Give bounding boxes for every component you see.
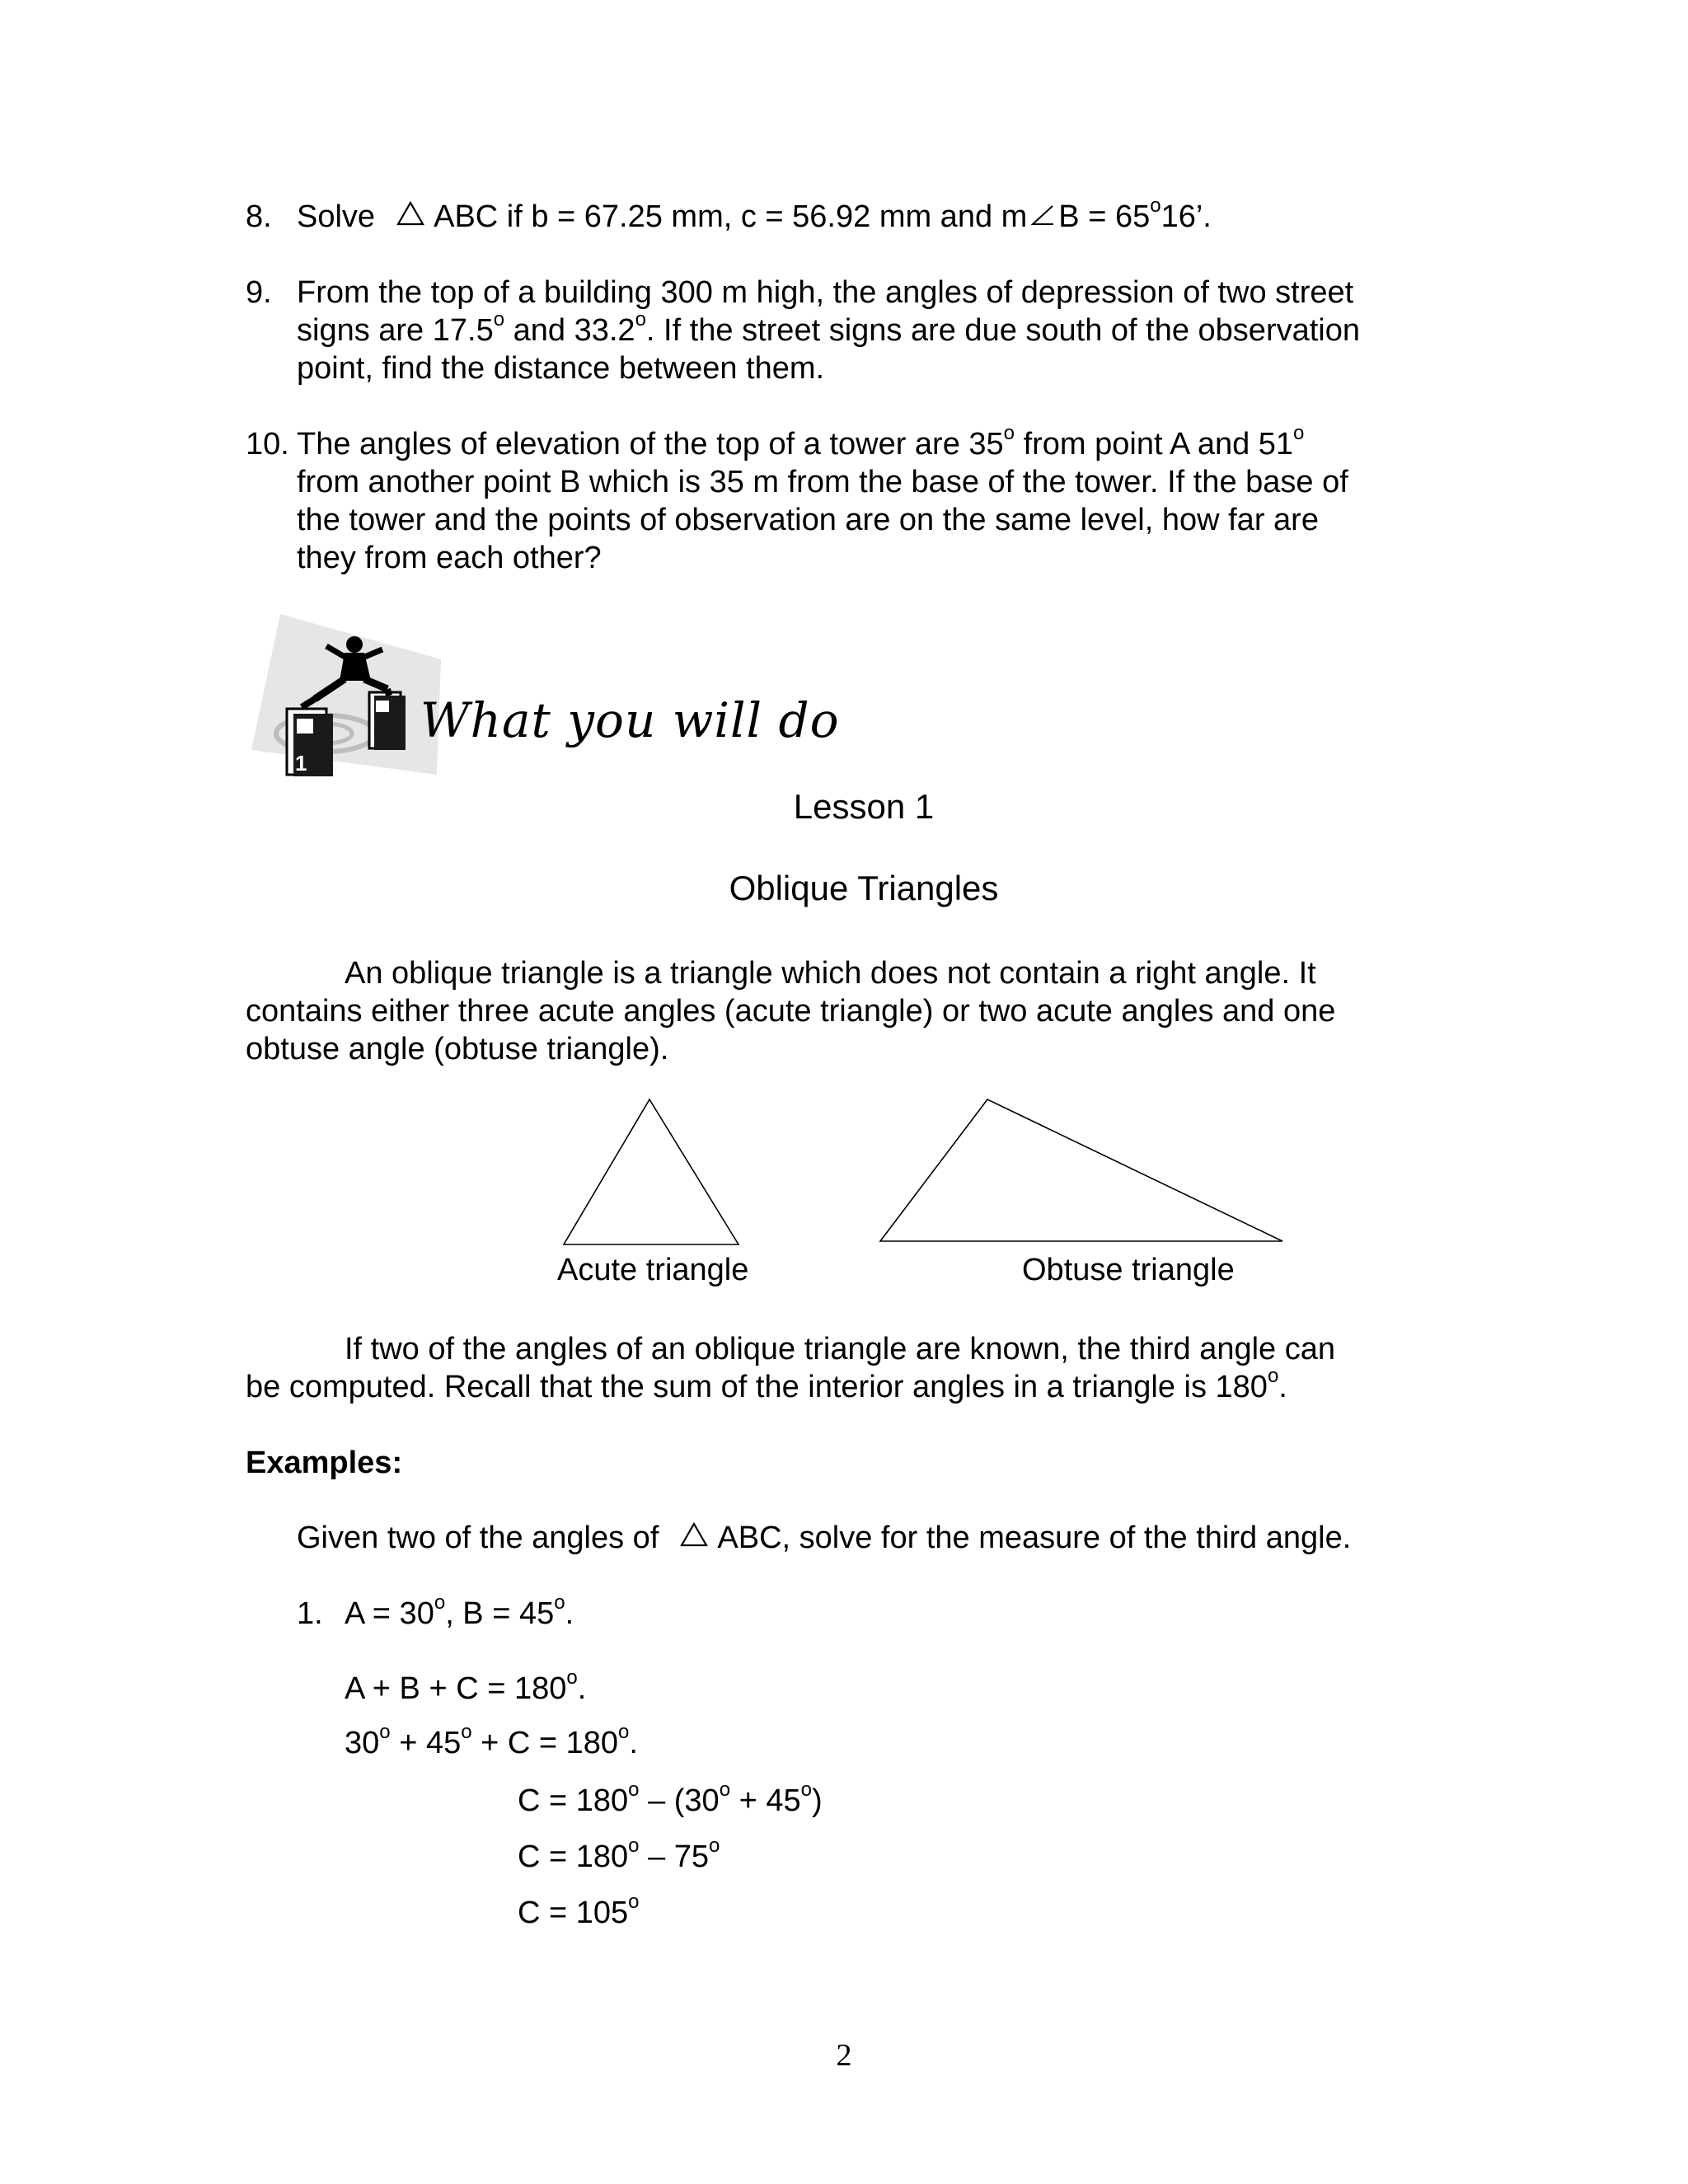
example-1-step-5 [518,1891,640,1932]
problem-10-line3: the tower and the points of observation are on the same level, how far are [297,503,1319,537]
problem-9-line2 [297,308,1451,349]
degree-sign: o [800,1779,812,1802]
acute-triangle [564,1099,738,1244]
example-1-step-3-c: + 45 [730,1783,801,1818]
example-1-step-3-a: C = 180 [518,1783,629,1818]
angle-symbol-icon [1030,204,1055,227]
example-1-step-1 [345,1666,587,1708]
degree-sign: o [709,1835,720,1858]
example-1-given [345,1591,574,1633]
problem-8-text [297,194,1451,236]
example-1-step-2-c: + C = 180 [471,1726,619,1760]
problem-9-number: 9. [246,275,272,310]
degree-sign: o [719,1779,731,1802]
problem-8-text-a: Solve [297,199,376,234]
example-1-given-b: , B = 45 [445,1596,555,1631]
degree-sign: o [461,1721,472,1744]
degree-sign: o [1267,1365,1279,1388]
problem-10-line2: from another point B which is 35 m from the base of the tower. If the base of [297,465,1348,499]
problem-8-text-d: 16’. [1160,199,1212,234]
acute-triangle-label: Acute triangle [557,1253,749,1287]
degree-sign: o [554,1591,565,1615]
degree-sign: o [628,1891,640,1914]
intro-line3: obtuse angle (obtuse triangle). [246,1032,669,1066]
degree-sign: o [566,1666,578,1690]
problem-10-line1-a: The angles of elevation of the top of a tower are 35 [297,427,1004,462]
triangle-symbol-icon [396,200,425,227]
degree-sign: o [618,1721,630,1744]
lesson-subtitle: Oblique Triangles [729,869,999,907]
degree-sign: o [635,308,646,331]
intro-line2: contains either three acute angles (acute triangle) or two acute angles and one [246,994,1336,1029]
page-number: 2 [836,2038,852,2073]
problem-9-line1: From the top of a building 300 m high, the angles of depression of two street [297,275,1354,310]
problem-10-line1-b: from point A and 51 [1015,427,1294,462]
example-1-step-2 [345,1721,638,1762]
examples-intro-a: Given two of the angles of [297,1521,659,1555]
problem-9-line2-c: . If the street signs are due south of the observation [645,313,1360,348]
examples-intro-b: ABC, solve for the measure of the third angle. [717,1521,1352,1555]
example-1-step-4 [518,1835,720,1876]
obtuse-triangle [880,1099,1282,1241]
triangles-figure [544,1080,1302,1253]
example-1-step-3-d: ) [811,1783,823,1818]
example-1-given-c: . [565,1596,574,1631]
problem-10-line4: they from each other? [297,541,602,575]
example-1-step-3-b: – (30 [639,1783,720,1818]
obtuse-triangle-label: Obtuse triangle [1022,1253,1235,1287]
example-1-step-1-a: A + B + C = 180 [345,1671,567,1706]
para2-line2-a: be computed. Recall that the sum of the interior angles in a triangle is 180 [246,1370,1268,1404]
problem-9-line2-b: and 33.2 [504,313,635,348]
leaping-man-over-books-icon [247,610,445,783]
para2-line1: If two of the angles of an oblique triangle are known, the third angle can [345,1332,1336,1366]
example-1-step-2-d: . [629,1726,638,1760]
problem-10-line1 [297,422,1451,463]
degree-sign: o [1003,422,1015,445]
degree-sign: o [1293,422,1305,445]
problem-8-number: 8. [246,199,272,234]
example-1-step-4-a: C = 180 [518,1840,629,1874]
example-1-step-5-a: C = 105 [518,1896,629,1930]
para2-line2-b: . [1278,1370,1287,1404]
problem-10-number: 10. [246,427,289,462]
examples-heading: Examples: [246,1446,403,1480]
degree-sign: o [628,1835,640,1858]
example-1-step-2-b: + 45 [390,1726,462,1760]
svg-text:1: 1 [295,751,307,776]
degree-sign: o [628,1779,640,1802]
example-1-given-a: A = 30 [345,1596,434,1631]
example-1-step-1-b: . [577,1671,587,1706]
problem-8-degree: o [1150,194,1161,218]
section-heading: What you will do [420,692,840,748]
example-1-step-4-b: – 75 [639,1840,710,1874]
examples-intro [297,1519,1351,1557]
degree-sign: o [379,1721,391,1744]
degree-sign: o [434,1591,446,1615]
para2-line2 [246,1365,1287,1406]
triangle-symbol-icon [679,1521,709,1548]
example-1-step-3 [518,1779,823,1820]
problem-9-line3: point, find the distance between them. [297,351,825,386]
example-1-number: 1. [297,1596,323,1631]
problem-9-line2-a: signs are 17.5 [297,313,494,348]
intro-line1: An oblique triangle is a triangle which does not contain a right angle. It [345,956,1316,991]
example-1-step-2-a: 30 [345,1726,380,1760]
problem-8-text-b: ABC if b = 67.25 mm, c = 56.92 mm and m [434,199,1028,234]
problem-8-text-c: B = 65 [1058,199,1151,234]
lesson-title: Lesson 1 [793,787,935,826]
degree-sign: o [493,308,505,331]
